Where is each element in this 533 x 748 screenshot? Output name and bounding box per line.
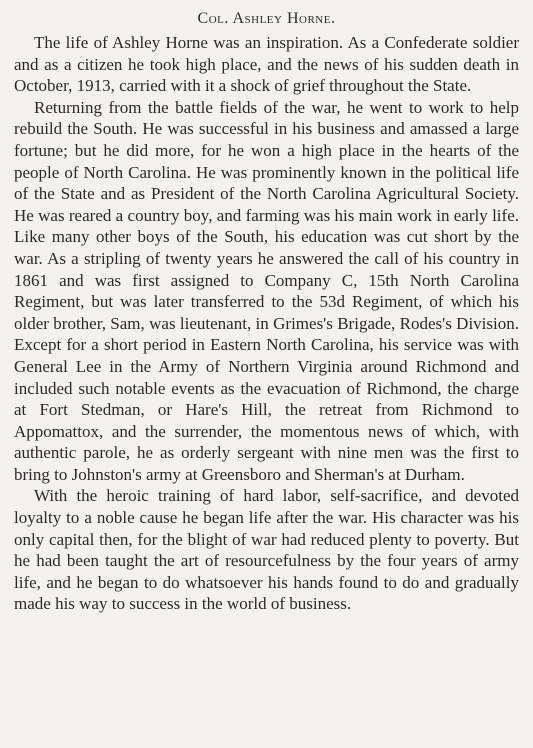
paragraph-2: Returning from the battle fields of the war, he went to work to help rebuild the South. He was successful in his business and amassed a large fortune; but he did more, for he won a high place in the hearts of the people of North Carolina. He was prominently known in the political life of the State and as President of the North Carolina Agricultural Society. He was reared a country boy, and farming was his main work in early life. Like many other boys of the South, his education was cut short by the war. As a stripling of twenty years he answered the call of his country in 1861 and was first assigned to Company C, 15th North Carolina Regiment, but was later transferred to the 53d Regiment, of which his older brother, Sam, was lieutenant, in Grimes's Brigade, Rodes's Division. Except for a short period in Eastern North Carolina, his service was with General Lee in the Army of Northern Virginia around Richmond and included such notable events as the evacuation of Richmond, the charge at Fort Stedman, or Hare's Hill, the retreat from Richmond to Appomattox, and the surrender, the momentous news of which, with authentic parole, he as orderly sergeant with nine men was the first to bring to Johnston's army at Greensboro and Sherman's at Durham.: [14, 97, 519, 484]
paragraph-3: With the heroic training of hard labor, self-sacrifice, and devoted loyalty to a noble cause he began life after the war. His character was his only capital then, for the blight of war had reduced plenty to poverty. But he had been taught the art of resourcefulness by the four years of army life, and he began to do whatsoever his hands found to do and gradually made his way to success in the world of business.: [14, 486, 519, 614]
paragraph-1: The life of Ashley Horne was an inspiration. As a Confederate soldier and as a citizen he took high place, and the news of his sudden death in October, 1913, carried with it a shock of grief throughout the State.: [14, 33, 519, 96]
page-title: Col. Ashley Horne.: [197, 10, 336, 27]
